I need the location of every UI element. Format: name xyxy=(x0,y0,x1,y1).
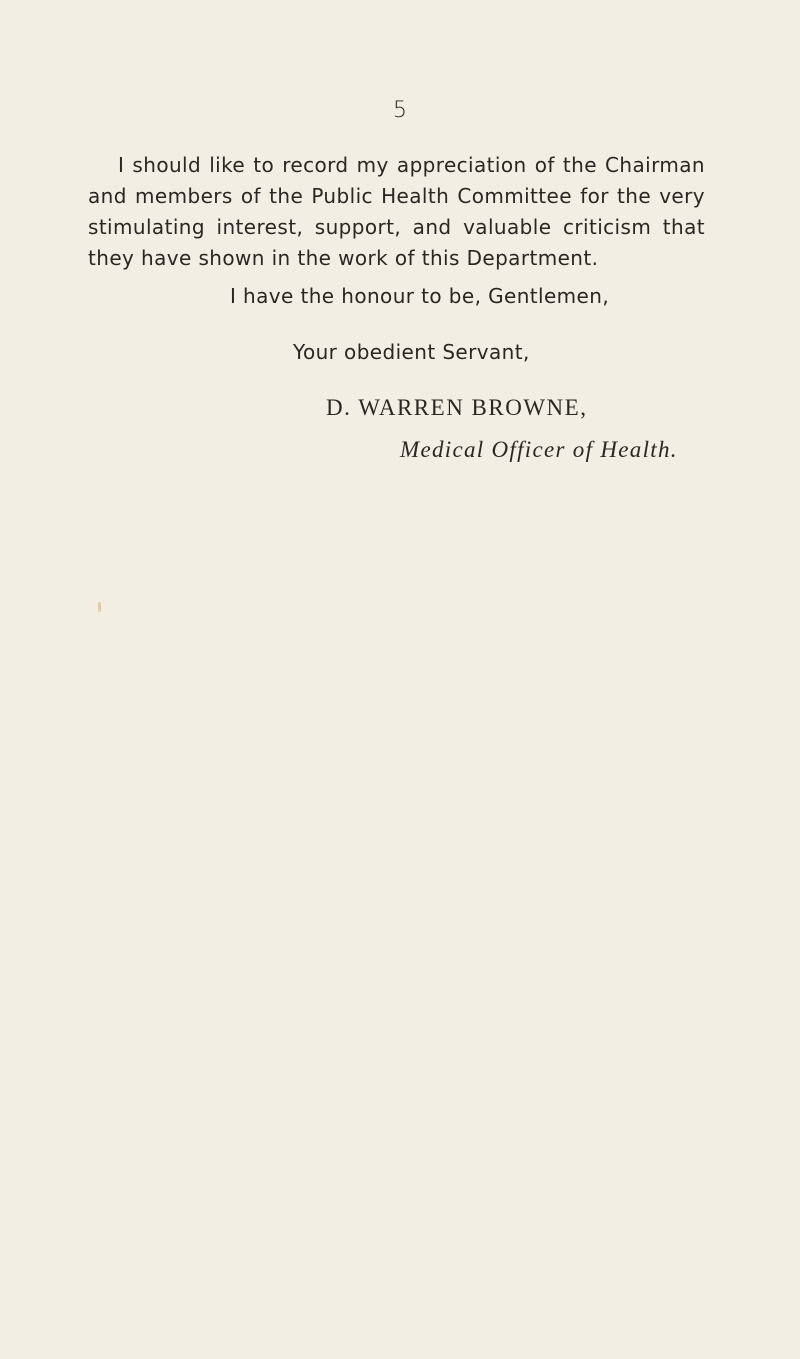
closing-valediction: Your obedient Servant, xyxy=(293,340,530,364)
appreciation-paragraph: I should like to record my appreciation of the Chairman and members of the Public Health Committee for the very stimulating interest, support, and valuable criticism that they have shown in the work of this Department. xyxy=(88,153,705,270)
signatory-name: D. WARREN BROWNE, xyxy=(326,395,588,420)
paper-speck xyxy=(98,602,101,612)
signatory-title: Medical Officer of Health. xyxy=(400,437,678,462)
page-number: 5 xyxy=(393,98,407,123)
closing-salutation: I have the honour to be, Gentlemen, xyxy=(230,284,610,308)
